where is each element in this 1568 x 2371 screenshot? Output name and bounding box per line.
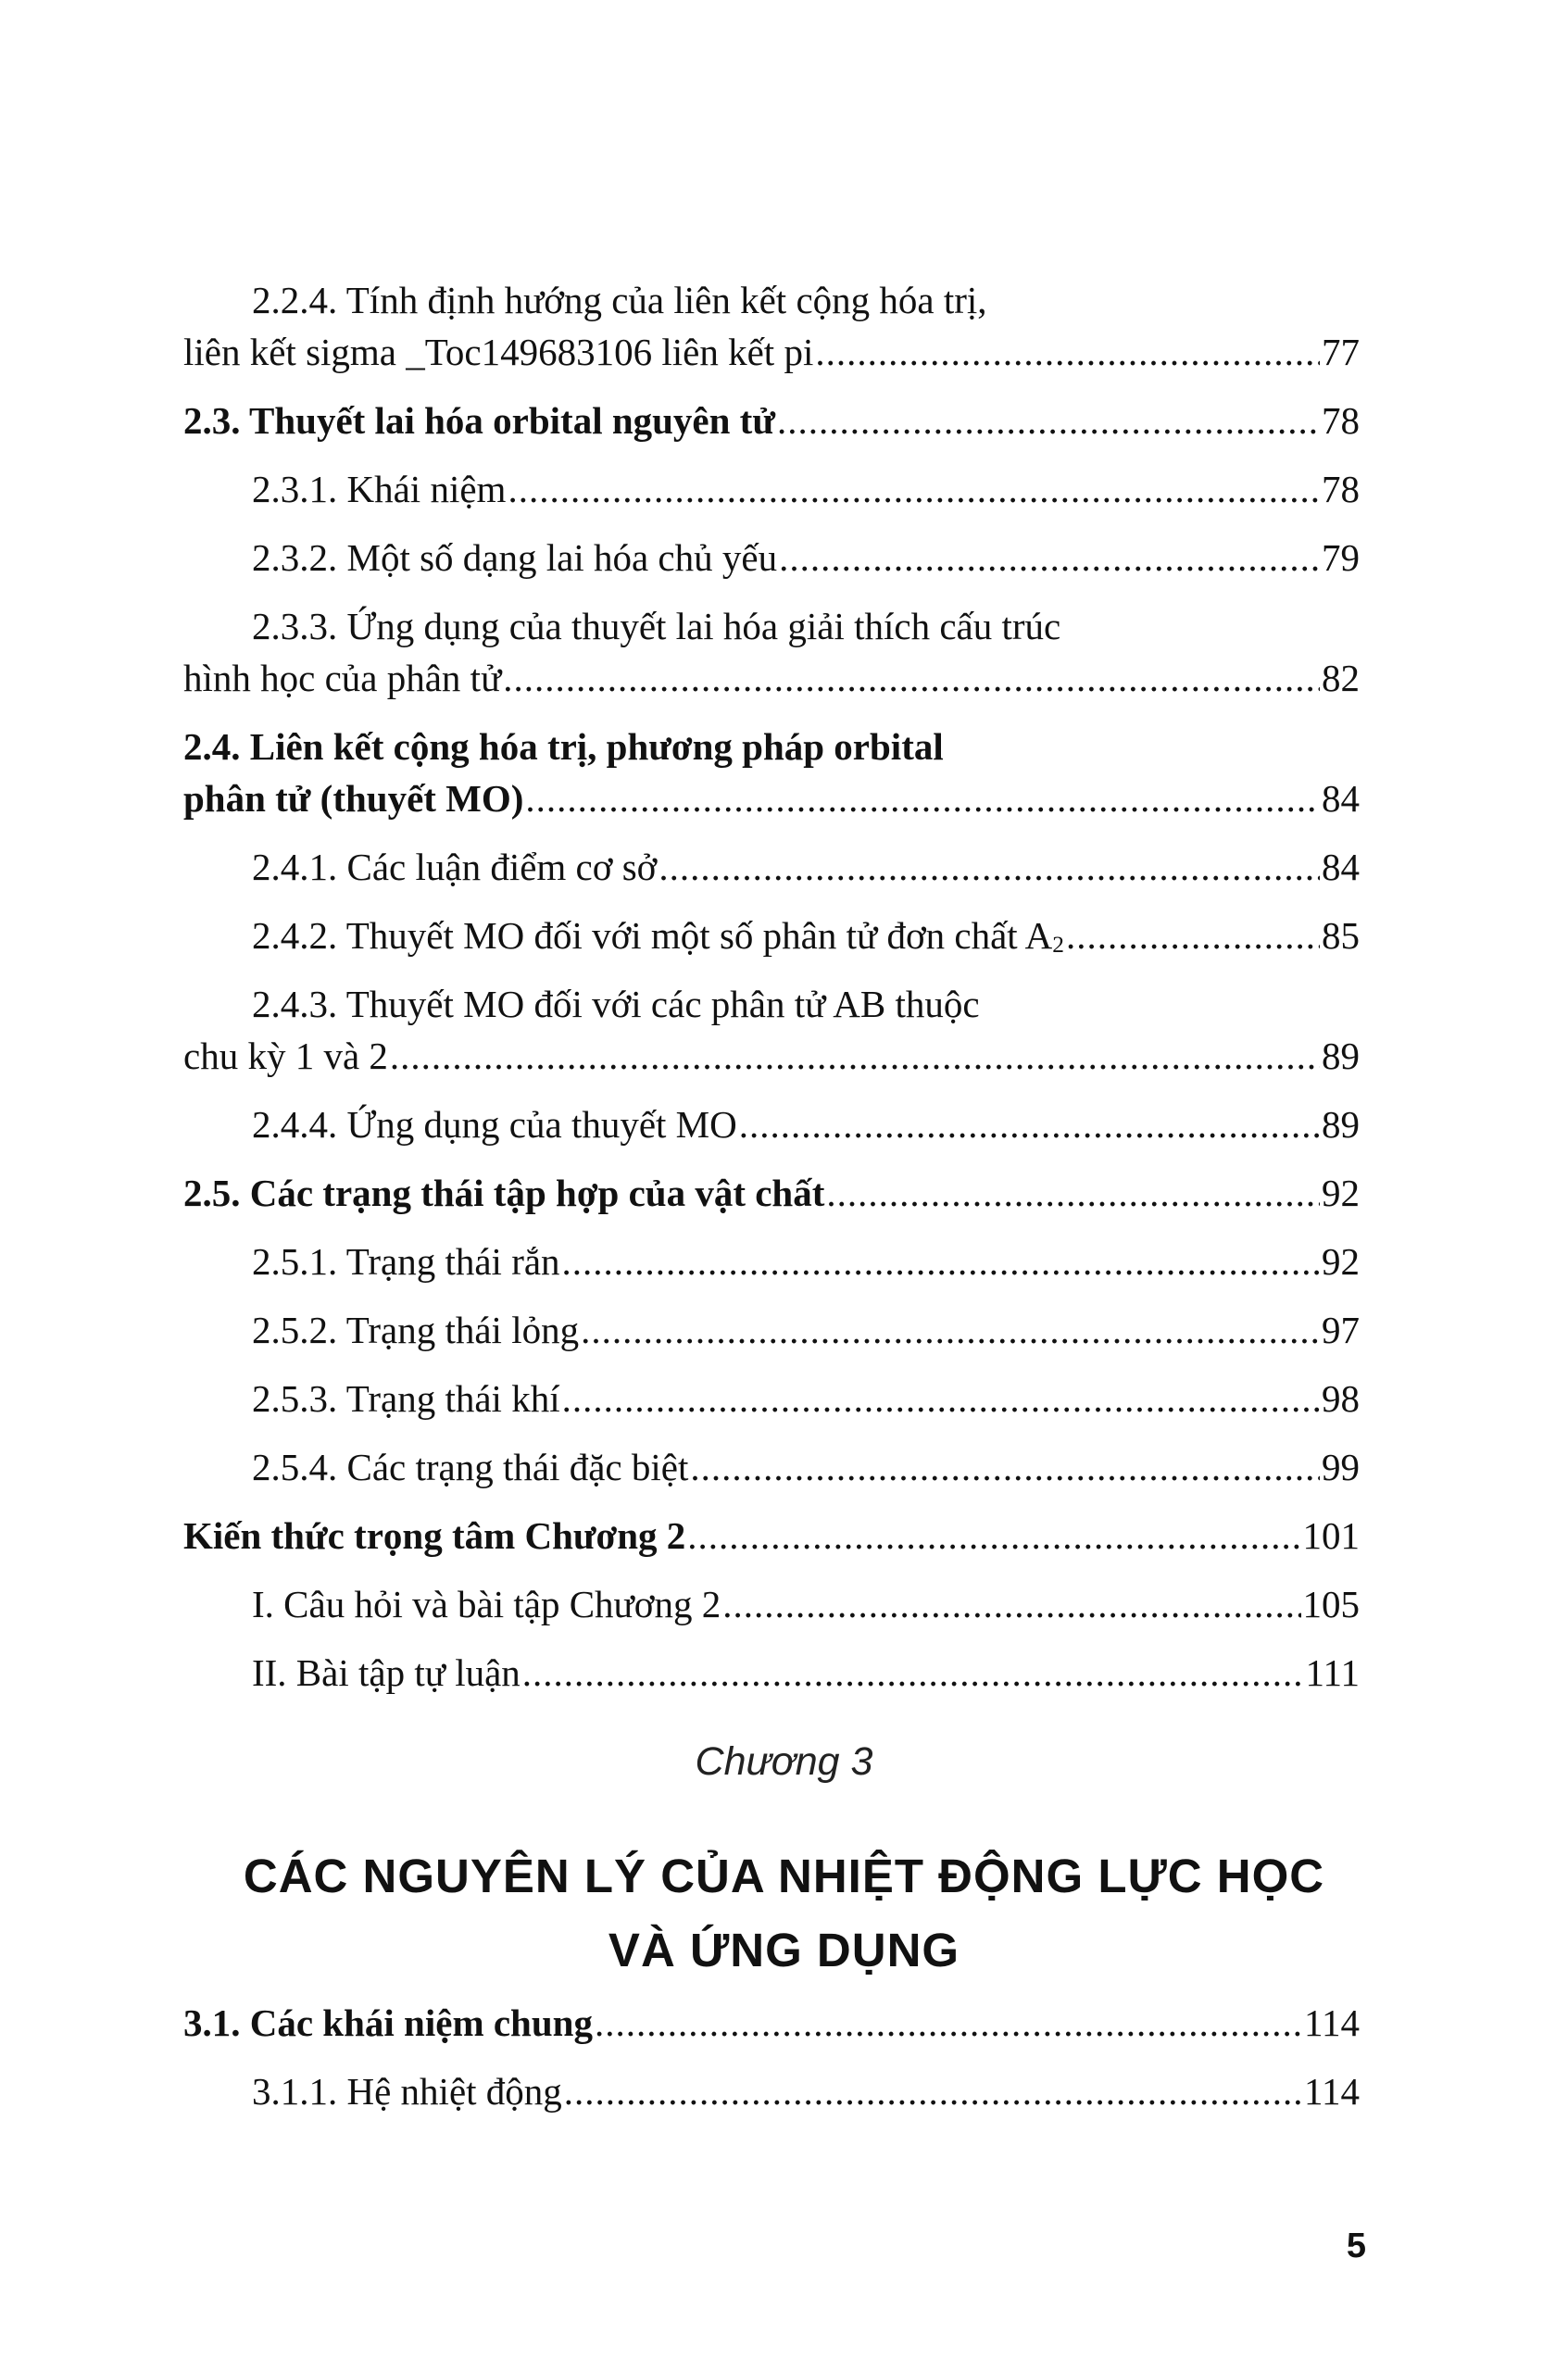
toc-page-number: 98 — [1322, 1377, 1360, 1420]
toc-entry-title: 2.3.2. Một số dạng lai hóa chủ yếu — [252, 536, 778, 579]
dot-leader — [595, 1997, 1302, 2049]
toc-page-number: 77 — [1322, 331, 1360, 373]
toc-entry-title-cont: chu kỳ 1 và 2 — [183, 1035, 388, 1077]
toc-entry-title: I. Câu hỏi và bài tập Chương 2 — [252, 1583, 721, 1625]
toc-entry[interactable] — [183, 910, 1360, 961]
toc-entry-title: 2.5.4. Các trạng thái đặc biệt — [252, 1446, 689, 1488]
toc-entry-title: 2.5. Các trạng thái tập hợp của vật chất — [183, 1172, 825, 1214]
dot-leader — [503, 652, 1320, 704]
toc-entry[interactable] — [183, 1098, 1360, 1150]
toc-entry[interactable] — [183, 1441, 1360, 1493]
dot-leader — [581, 1304, 1320, 1356]
chapter-title-line-1: CÁC NGUYÊN LÝ CỦA NHIỆT ĐỘNG LỰC HỌC — [243, 1850, 1325, 1902]
chapter-title — [0, 1839, 1568, 1988]
toc-entry-title: 2.3.1. Khái niệm — [252, 468, 507, 510]
toc-entry[interactable] — [183, 841, 1360, 893]
toc-page-number: 92 — [1322, 1172, 1360, 1214]
dot-leader — [390, 1030, 1320, 1082]
toc-entry-title: 2.2.4. Tính định hướng của liên kết cộng hóa trị, — [252, 279, 987, 321]
dot-leader — [659, 841, 1320, 893]
toc-entry-title: 2.3. Thuyết lai hóa orbital nguyên tử — [183, 399, 775, 442]
toc-entry-title: 2.4.1. Các luận điểm cơ sở — [252, 846, 658, 888]
toc-entry-title: II. Bài tập tự luận — [252, 1651, 521, 1694]
dot-leader — [777, 395, 1320, 446]
dot-leader — [815, 326, 1320, 378]
toc-page-number: 97 — [1322, 1309, 1360, 1351]
dot-leader — [722, 1578, 1300, 1630]
dot-leader — [690, 1441, 1320, 1493]
chapter-label: Chương 3 — [695, 1739, 873, 1784]
toc-entry[interactable] — [183, 1997, 1360, 2049]
toc-entry-title-cont: liên kết sigma _Toc149683106 liên kết pi — [183, 331, 814, 373]
toc-entry-title: 2.4.3. Thuyết MO đối với các phân tử AB thuộc — [252, 983, 980, 1025]
toc-entry-title: 3.1.1. Hệ nhiệt động — [252, 2070, 562, 2113]
toc-entry-title: Kiến thức trọng tâm Chương 2 — [183, 1514, 686, 1557]
toc-page-number: 89 — [1322, 1035, 1360, 1077]
table-of-contents — [183, 274, 1360, 1699]
toc-entry-title: 2.4. Liên kết cộng hóa trị, phương pháp orbital — [183, 725, 944, 768]
dot-leader — [779, 532, 1320, 583]
toc-entry-title: 2.3.3. Ứng dụng của thuyết lai hóa giải thích cấu trúc — [252, 605, 1061, 647]
subscript: 2 — [1052, 931, 1064, 958]
chapter-title-line-2: VÀ ỨNG DỤNG — [608, 1924, 960, 1976]
toc-page-number: 92 — [1322, 1240, 1360, 1283]
toc-entry-title: 2.4.4. Ứng dụng của thuyết MO — [252, 1103, 737, 1146]
toc-page-number: 114 — [1304, 2001, 1360, 2044]
toc-page-number: 78 — [1322, 468, 1360, 510]
toc-page-number: 79 — [1322, 536, 1360, 579]
toc-entry[interactable] — [183, 1510, 1360, 1562]
dot-leader — [826, 1167, 1320, 1219]
dot-leader — [739, 1098, 1320, 1150]
dot-leader — [687, 1510, 1300, 1562]
toc-page-number: 99 — [1322, 1446, 1360, 1488]
toc-entry[interactable] — [183, 2065, 1360, 2117]
toc-entry-title: 2.5.1. Trạng thái rắn — [252, 1240, 560, 1283]
toc-page-number: 89 — [1322, 1103, 1360, 1146]
toc-entry[interactable] — [183, 274, 1360, 378]
toc-entry[interactable] — [183, 532, 1360, 583]
toc-entry[interactable] — [183, 600, 1360, 704]
toc-page-number: 84 — [1322, 846, 1360, 888]
toc-page-number: 84 — [1322, 777, 1360, 820]
toc-entry-title: 2.5.3. Trạng thái khí — [252, 1377, 560, 1420]
toc-page-number: 111 — [1305, 1651, 1360, 1694]
toc-entry-title-cont: phân tử (thuyết MO) — [183, 777, 524, 820]
toc-page-number: 82 — [1322, 657, 1360, 699]
dot-leader — [562, 1373, 1320, 1424]
toc-entry[interactable] — [183, 463, 1360, 515]
table-of-contents-chapter-3 — [183, 1997, 1360, 2117]
toc-entry[interactable] — [183, 1304, 1360, 1356]
toc-entry[interactable] — [183, 1236, 1360, 1287]
toc-page-number: 85 — [1322, 914, 1360, 957]
dot-leader — [525, 772, 1320, 824]
toc-entry-title — [252, 910, 1064, 961]
toc-entry[interactable] — [183, 1578, 1360, 1630]
toc-entry[interactable] — [183, 395, 1360, 446]
dot-leader — [562, 1236, 1320, 1287]
toc-entry-title: 3.1. Các khái niệm chung — [183, 2001, 593, 2044]
dot-leader — [508, 463, 1320, 515]
dot-leader — [1066, 910, 1320, 961]
toc-entry-title-cont: hình học của phân tử — [183, 657, 502, 699]
toc-entry[interactable] — [183, 721, 1360, 824]
toc-page-number: 114 — [1304, 2070, 1360, 2113]
toc-entry[interactable] — [183, 1647, 1360, 1699]
toc-entry-title: 2.5.2. Trạng thái lỏng — [252, 1309, 580, 1351]
toc-page-number: 105 — [1302, 1583, 1360, 1625]
toc-page-number: 78 — [1322, 399, 1360, 442]
toc-entry[interactable] — [183, 1167, 1360, 1219]
dot-leader — [522, 1647, 1304, 1699]
dot-leader — [564, 2065, 1302, 2117]
toc-entry[interactable] — [183, 1373, 1360, 1424]
toc-entry[interactable] — [183, 978, 1360, 1082]
toc-page-number: 101 — [1302, 1514, 1360, 1557]
page-number: 5 — [1346, 2227, 1366, 2265]
toc-entry-title-text: 2.4.2. Thuyết MO đối với một số phân tử đơn chất A — [252, 914, 1053, 957]
